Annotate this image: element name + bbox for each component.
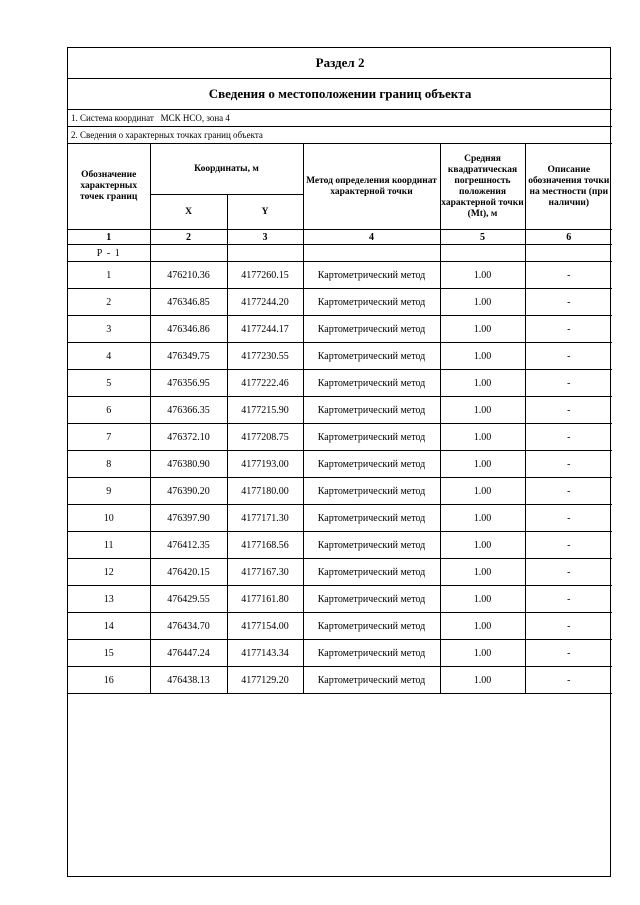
- point-number: 4: [68, 343, 150, 370]
- y-coordinate: 4177129.20: [227, 667, 303, 694]
- x-coordinate: 476366.35: [150, 397, 227, 424]
- table-row: [68, 316, 612, 343]
- point-number: 3: [68, 316, 150, 343]
- point-number: 6: [68, 397, 150, 424]
- y-coordinate: 4177180.00: [227, 478, 303, 505]
- table-row: [68, 343, 612, 370]
- error-cell: 1.00: [440, 478, 525, 505]
- header-error: Средняя квадратическая погрешность положения характерной точки (Mt), м: [440, 144, 525, 230]
- column-number: 2: [150, 230, 227, 245]
- method-cell: Картометрический метод: [303, 667, 440, 694]
- contour-label: Р - 1: [68, 245, 150, 262]
- table-row: [68, 370, 612, 397]
- point-number: 11: [68, 532, 150, 559]
- method-cell: Картометрический метод: [303, 586, 440, 613]
- subtitle-row: [68, 79, 612, 110]
- point-number: 5: [68, 370, 150, 397]
- points-table: [68, 48, 612, 694]
- x-coordinate: 476346.85: [150, 289, 227, 316]
- description-cell: -: [525, 262, 612, 289]
- method-cell: Картометрический метод: [303, 262, 440, 289]
- error-cell: 1.00: [440, 613, 525, 640]
- description-cell: -: [525, 370, 612, 397]
- method-cell: Картометрический метод: [303, 370, 440, 397]
- contour-row: [68, 245, 612, 262]
- empty-cell: [227, 245, 303, 262]
- error-cell: 1.00: [440, 532, 525, 559]
- method-cell: Картометрический метод: [303, 613, 440, 640]
- subtitle: Сведения о местоположении границ объекта: [68, 79, 612, 110]
- description-cell: -: [525, 667, 612, 694]
- error-cell: 1.00: [440, 370, 525, 397]
- table-row: [68, 262, 612, 289]
- point-number: 8: [68, 451, 150, 478]
- method-cell: Картометрический метод: [303, 451, 440, 478]
- description-cell: -: [525, 316, 612, 343]
- points-info-row: [68, 127, 612, 144]
- error-cell: 1.00: [440, 586, 525, 613]
- error-cell: 1.00: [440, 505, 525, 532]
- method-cell: Картометрический метод: [303, 289, 440, 316]
- x-coordinate: 476372.10: [150, 424, 227, 451]
- y-coordinate: 4177244.20: [227, 289, 303, 316]
- method-cell: Картометрический метод: [303, 532, 440, 559]
- header-coords: Координаты, м: [150, 144, 303, 195]
- coord-system-value: МСК НСО, зона 4: [160, 113, 230, 123]
- description-cell: -: [525, 289, 612, 316]
- table-row: [68, 532, 612, 559]
- method-cell: Картометрический метод: [303, 505, 440, 532]
- point-number: 9: [68, 478, 150, 505]
- error-cell: 1.00: [440, 559, 525, 586]
- table-row: [68, 289, 612, 316]
- description-cell: -: [525, 613, 612, 640]
- x-coordinate: 476420.15: [150, 559, 227, 586]
- column-number: 3: [227, 230, 303, 245]
- section-title: Раздел 2: [68, 48, 612, 79]
- description-cell: -: [525, 451, 612, 478]
- y-coordinate: 4177230.55: [227, 343, 303, 370]
- point-number: 15: [68, 640, 150, 667]
- description-cell: -: [525, 343, 612, 370]
- header-method: Метод определения координат характерной точки: [303, 144, 440, 230]
- x-coordinate: 476349.75: [150, 343, 227, 370]
- method-cell: Картометрический метод: [303, 424, 440, 451]
- error-cell: 1.00: [440, 343, 525, 370]
- point-number: 13: [68, 586, 150, 613]
- x-coordinate: 476380.90: [150, 451, 227, 478]
- x-coordinate: 476346.86: [150, 316, 227, 343]
- coord-system: [68, 110, 612, 127]
- x-coordinate: 476412.35: [150, 532, 227, 559]
- point-number: 10: [68, 505, 150, 532]
- error-cell: 1.00: [440, 316, 525, 343]
- header-designation: Обозначение характерных точек границ: [68, 144, 150, 230]
- document-frame: [67, 47, 611, 877]
- column-number: 1: [68, 230, 150, 245]
- x-coordinate: 476356.95: [150, 370, 227, 397]
- method-cell: Картометрический метод: [303, 397, 440, 424]
- y-coordinate: 4177193.00: [227, 451, 303, 478]
- table-row: [68, 478, 612, 505]
- table-row: [68, 559, 612, 586]
- point-number: 16: [68, 667, 150, 694]
- table-row: [68, 586, 612, 613]
- table-row: [68, 667, 612, 694]
- point-number: 14: [68, 613, 150, 640]
- point-number: 1: [68, 262, 150, 289]
- header-y: Y: [227, 195, 303, 230]
- empty-cell: [440, 245, 525, 262]
- description-cell: -: [525, 397, 612, 424]
- column-number: 5: [440, 230, 525, 245]
- section-title-row: [68, 48, 612, 79]
- coord-system-row: [68, 110, 612, 127]
- table-row: [68, 613, 612, 640]
- error-cell: 1.00: [440, 262, 525, 289]
- y-coordinate: 4177168.56: [227, 532, 303, 559]
- header-description: Описание обозначения точки на местности (при наличии): [525, 144, 612, 230]
- header-x: X: [150, 195, 227, 230]
- y-coordinate: 4177260.15: [227, 262, 303, 289]
- point-number: 7: [68, 424, 150, 451]
- empty-cell: [150, 245, 227, 262]
- error-cell: 1.00: [440, 397, 525, 424]
- y-coordinate: 4177161.80: [227, 586, 303, 613]
- description-cell: -: [525, 505, 612, 532]
- method-cell: Картометрический метод: [303, 316, 440, 343]
- table-row: [68, 640, 612, 667]
- description-cell: -: [525, 532, 612, 559]
- description-cell: -: [525, 559, 612, 586]
- y-coordinate: 4177215.90: [227, 397, 303, 424]
- error-cell: 1.00: [440, 640, 525, 667]
- empty-cell: [303, 245, 440, 262]
- method-cell: Картометрический метод: [303, 640, 440, 667]
- y-coordinate: 4177154.00: [227, 613, 303, 640]
- method-cell: Картометрический метод: [303, 478, 440, 505]
- description-cell: -: [525, 640, 612, 667]
- point-number: 2: [68, 289, 150, 316]
- x-coordinate: 476438.13: [150, 667, 227, 694]
- error-cell: 1.00: [440, 424, 525, 451]
- error-cell: 1.00: [440, 667, 525, 694]
- y-coordinate: 4177143.34: [227, 640, 303, 667]
- description-cell: -: [525, 424, 612, 451]
- y-coordinate: 4177171.30: [227, 505, 303, 532]
- table-row: [68, 505, 612, 532]
- table-row: [68, 451, 612, 478]
- y-coordinate: 4177244.17: [227, 316, 303, 343]
- table-row: [68, 397, 612, 424]
- y-coordinate: 4177167.30: [227, 559, 303, 586]
- column-number: 6: [525, 230, 612, 245]
- coord-system-label: 1. Система координат: [71, 113, 154, 123]
- x-coordinate: 476390.20: [150, 478, 227, 505]
- column-number: 4: [303, 230, 440, 245]
- method-cell: Картометрический метод: [303, 559, 440, 586]
- x-coordinate: 476210.36: [150, 262, 227, 289]
- y-coordinate: 4177222.46: [227, 370, 303, 397]
- table-row: [68, 424, 612, 451]
- method-cell: Картометрический метод: [303, 343, 440, 370]
- x-coordinate: 476434.70: [150, 613, 227, 640]
- x-coordinate: 476397.90: [150, 505, 227, 532]
- y-coordinate: 4177208.75: [227, 424, 303, 451]
- point-number: 12: [68, 559, 150, 586]
- error-cell: 1.00: [440, 451, 525, 478]
- empty-cell: [525, 245, 612, 262]
- description-cell: -: [525, 586, 612, 613]
- points-info: 2. Сведения о характерных точках границ объекта: [68, 127, 612, 144]
- column-numbers-row: [68, 230, 612, 245]
- header-row-1: [68, 144, 612, 195]
- description-cell: -: [525, 478, 612, 505]
- x-coordinate: 476447.24: [150, 640, 227, 667]
- error-cell: 1.00: [440, 289, 525, 316]
- x-coordinate: 476429.55: [150, 586, 227, 613]
